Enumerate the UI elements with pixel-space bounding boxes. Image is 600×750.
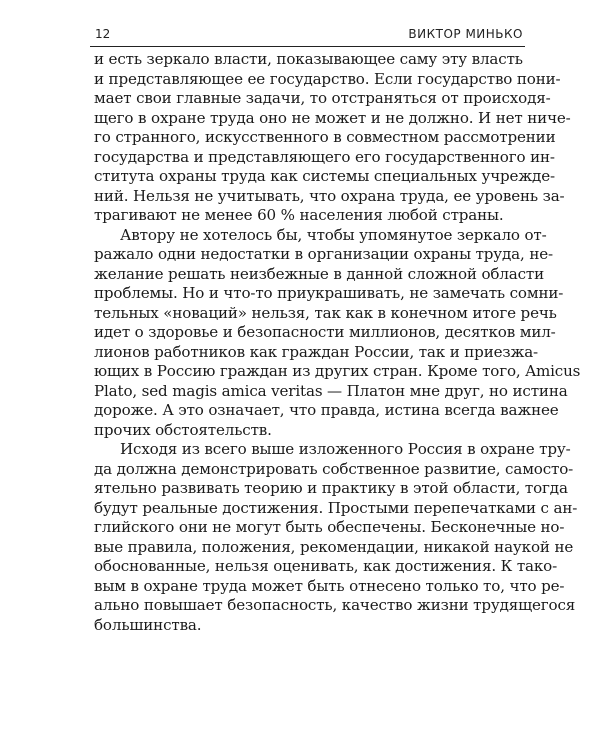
text-line: прочих обстоятельств. — [94, 420, 272, 439]
running-header — [90, 24, 525, 47]
text-line: ально повышает безопасность, качество жизни трудящегося — [94, 596, 576, 614]
text-line: обоснованные, нельзя оценивать, как достижения. К тако- — [94, 557, 558, 575]
paragraph-2 — [94, 225, 581, 441]
text-line: трагивают не менее 60 % населения любой страны. — [94, 206, 504, 224]
text-line: будут реальные достижения. Простыми перепечатками с ан- — [94, 498, 578, 517]
paragraph-1 — [94, 50, 571, 226]
text-line: ражало одни недостатки в организации охраны труда, не- — [94, 245, 553, 263]
text-line: да должна демонстрировать собственное развитие, самосто- — [94, 459, 574, 478]
text-line: ститута охраны труда как системы специальных учрежде- — [94, 167, 555, 185]
text-line: ний. Нельзя не учитывать, что охрана труда, ее уровень за- — [94, 186, 565, 205]
text-line: тельных «новаций» нельзя, так как в конечном итоге речь — [94, 303, 557, 322]
text-line: ющих в Россию граждан из других стран. Кроме того, Amicus — [94, 362, 581, 380]
text-line: и представляющее ее государство. Если государство пони- — [94, 69, 561, 88]
text-line: вым в охране труда может быть отнесено только то, что ре- — [94, 576, 565, 595]
text-line: и есть зеркало власти, показывающее саму эту власть — [94, 50, 523, 68]
paragraph-3 — [94, 440, 578, 635]
text-line: дороже. А это означает, что правда, истина всегда важнее — [94, 401, 559, 419]
text-line: мает свои главные задачи, то отстраняться от происходя- — [94, 89, 551, 107]
text-line: идет о здоровье и безопасности миллионов, десятков мил- — [94, 323, 556, 341]
text-line: Исходя из всего выше изложенного Россия в охране тру- — [120, 440, 571, 458]
text-line: большинства. — [94, 615, 202, 634]
page-number: 12 — [95, 27, 111, 41]
text-line: Plato, sed magis amica veritas — Платон мне друг, но истина — [94, 381, 568, 400]
text-line: вые правила, положения, рекомендации, никакой наукой не — [94, 537, 574, 556]
running-title-author: ВИКТОР МИНЬКО — [408, 27, 523, 41]
text-line: желание решать неизбежные в данной сложной области — [94, 264, 545, 283]
text-line: государства и представляющего его государственного ин- — [94, 147, 555, 166]
text-line: проблемы. Но и что-то приукрашивать, не замечать сомни- — [94, 284, 564, 302]
text-line: го странного, искусственного в совместном рассмотрении — [94, 128, 556, 146]
text-line: лионов работников как граждан России, так и приезжа- — [94, 342, 539, 361]
body-text — [94, 50, 581, 635]
text-line: ятельно развивать теорию и практику в этой области, тогда — [94, 479, 568, 497]
text-line: щего в охране труда оно не может и не должно. И нет ничe- — [94, 108, 571, 127]
text-line: Автору не хотелось бы, чтобы упомянутое зеркало от- — [120, 225, 547, 244]
text-line: глийского они не могут быть обеспечены. Бесконечные но- — [94, 518, 565, 536]
